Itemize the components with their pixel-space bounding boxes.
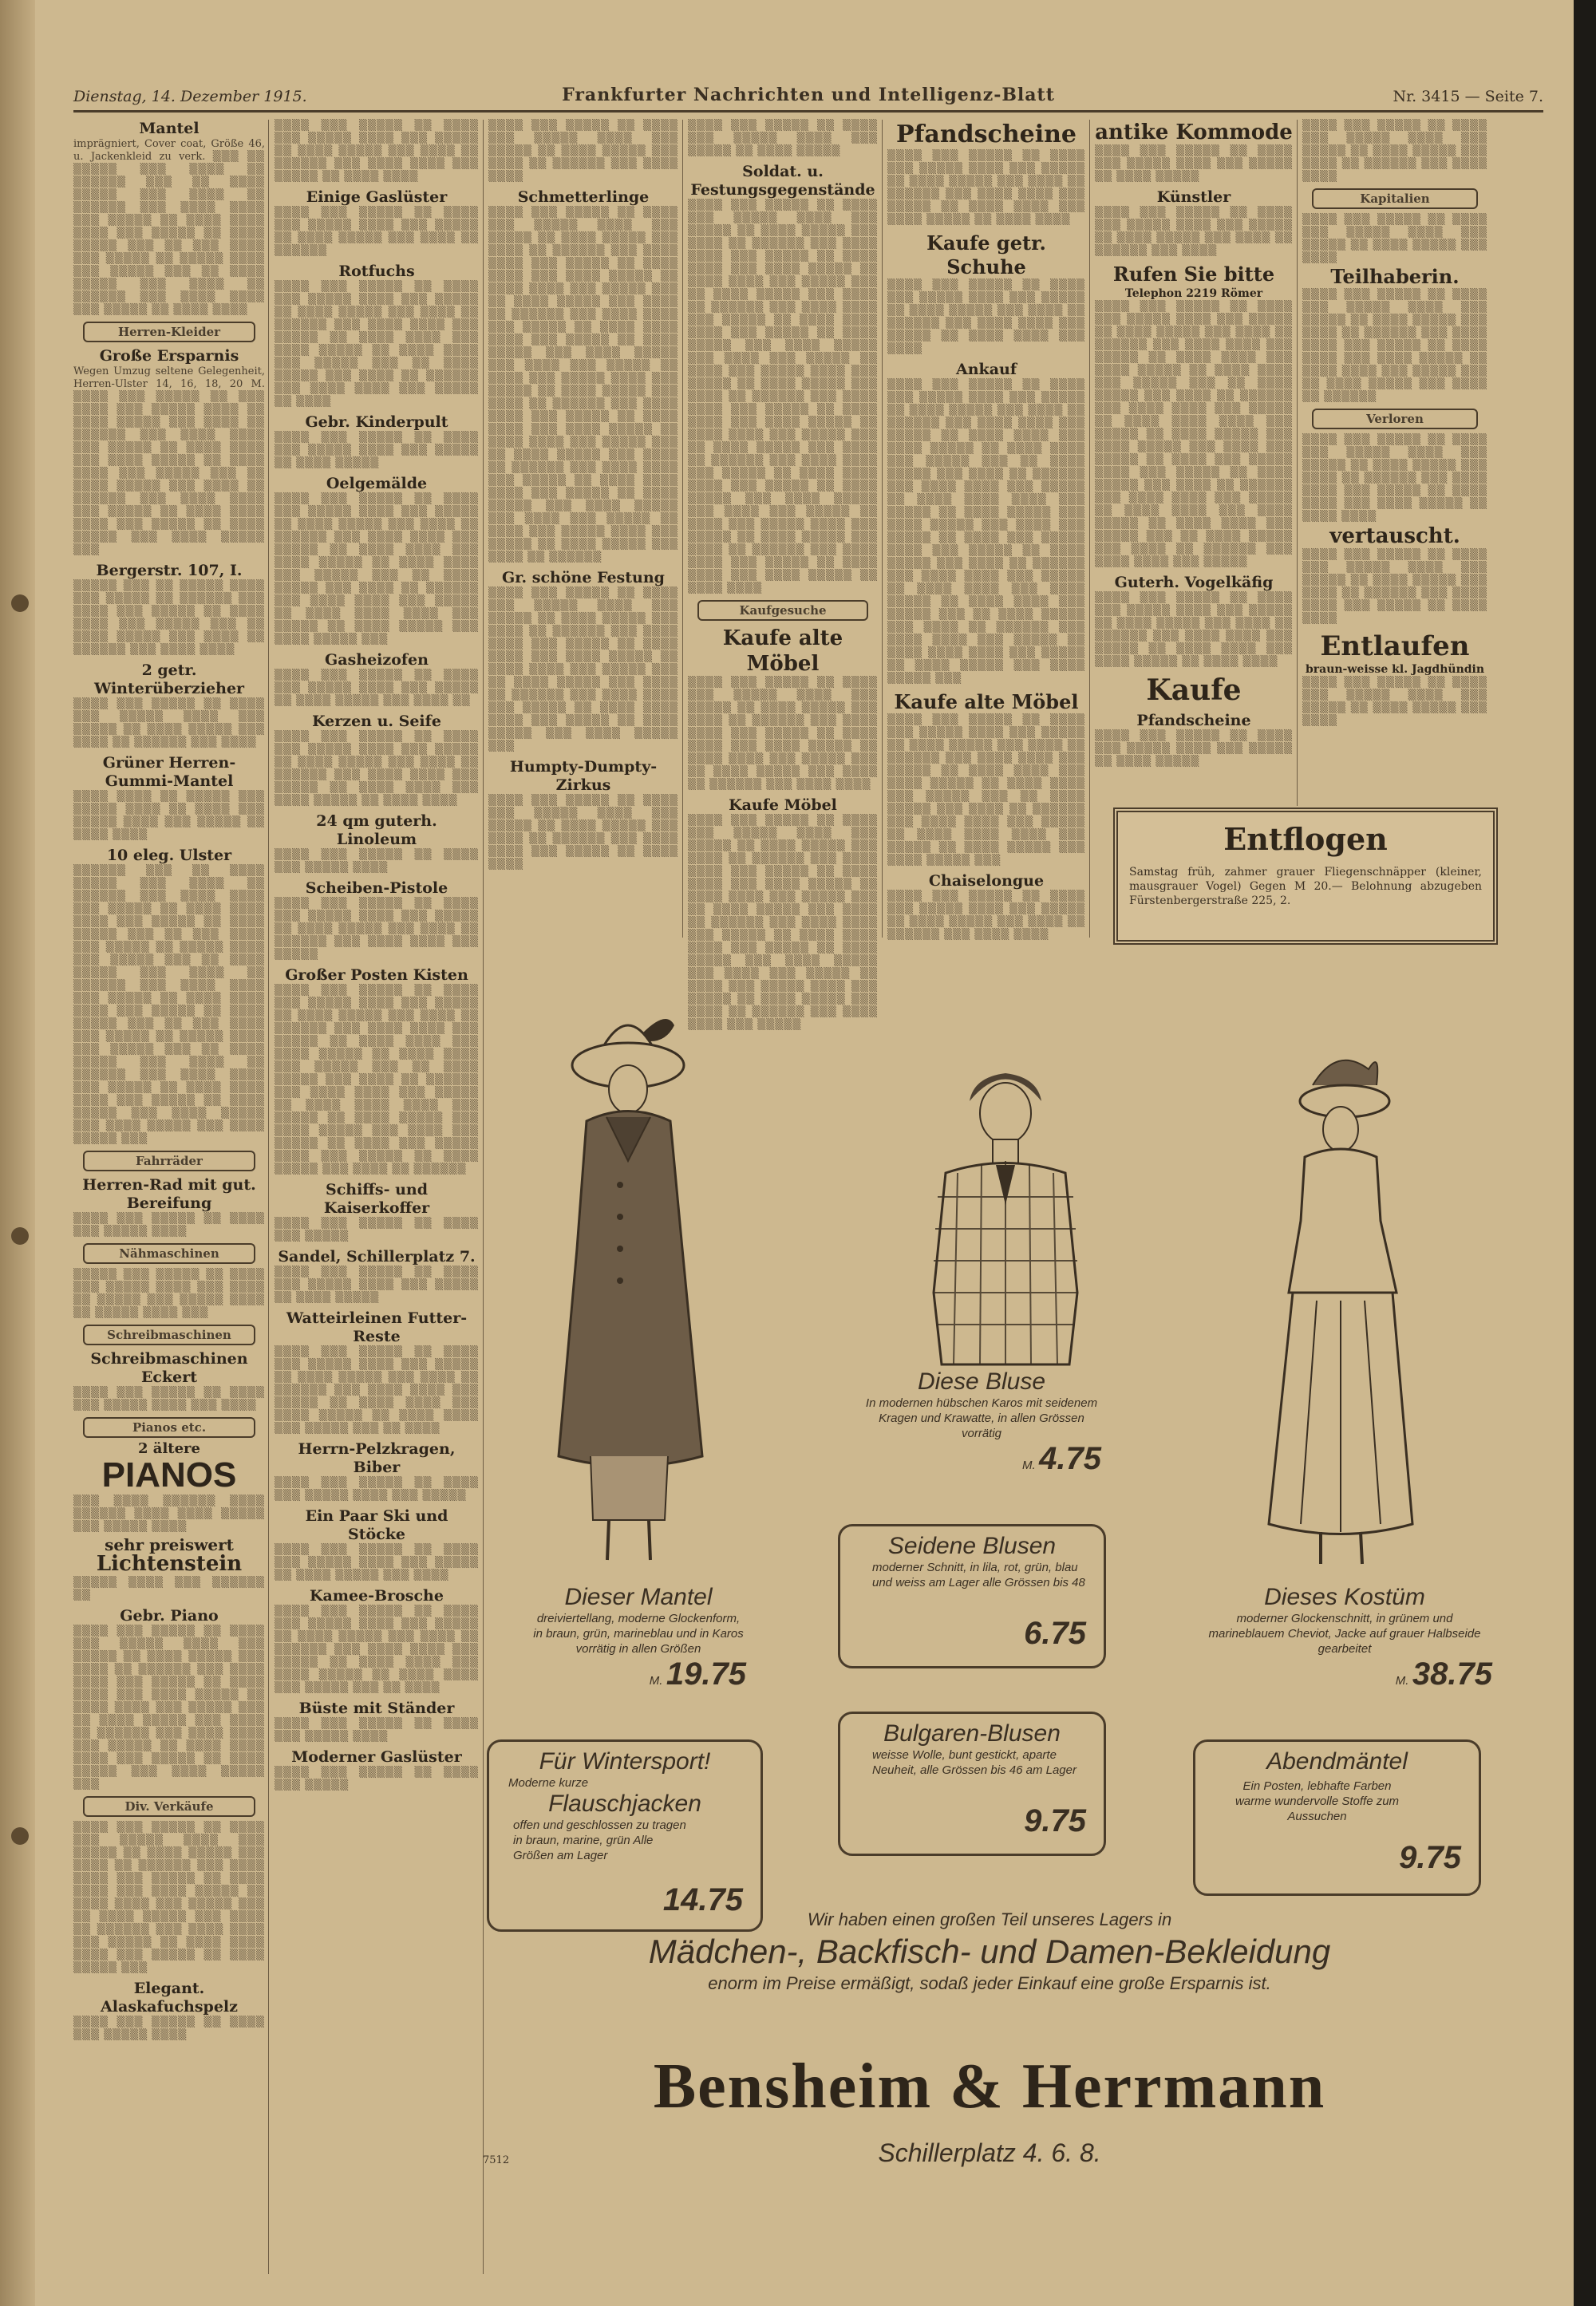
wintersport-item: Flauschjacken — [548, 1791, 701, 1817]
classified-ad: Große Ersparnis Wegen Umzug seltene Gelegenheit, Herren-Ulster 14, 16, 18, 20 M. ▒▒▒▒ ▒▒▒ ▒▒▒▒▒ ▒▒ ▒▒▒ ▒▒▒▒ ▒▒▒ ▒▒▒▒▒ ▒▒▒▒ ▒▒ ▒▒▒▒ ▒▒▒▒▒ ▒▒▒ ▒▒▒▒ ▒▒ ▒▒▒▒▒▒ ▒▒▒ ▒▒▒▒ ▒▒▒▒ ▒▒▒ ▒▒▒▒▒ ▒▒ ▒▒▒▒ ▒▒▒▒ ▒▒▒ ▒▒▒▒ ▒▒▒▒▒ ▒▒ ▒▒▒▒ ▒▒▒▒ ▒▒▒ ▒▒▒▒▒ ▒▒▒ ▒▒ ▒▒▒▒ ▒▒▒▒▒ ▒▒▒ ▒▒▒▒ ▒▒ ▒▒▒▒▒▒ ▒▒▒ ▒▒▒▒ ▒▒▒▒ ▒▒▒ ▒▒▒▒▒ ▒▒ ▒▒▒▒ ▒▒▒▒ ▒▒▒▒ ▒▒▒ ▒▒▒▒▒ ▒▒ ▒▒▒▒ ▒▒▒▒▒ ▒▒▒ ▒▒▒▒ ▒▒▒▒▒ ▒▒▒ — [73, 347, 265, 556]
piano-ad-name: Lichtenstein — [96, 1552, 243, 1576]
classified-ad: Schiffs- und Kaiserkoffer ▒▒▒▒ ▒▒▒ ▒▒▒▒▒ ▒▒ ▒▒▒▒ ▒▒▒ ▒▒▒▒▒ — [275, 1181, 479, 1242]
section-header: Fahrräder — [83, 1151, 255, 1171]
classified-ad: Schmetterlinge ▒▒▒▒ ▒▒▒ ▒▒▒▒▒ ▒▒ ▒▒▒▒ ▒▒▒ ▒▒▒▒▒ ▒▒▒▒ ▒▒▒ ▒▒▒▒▒ ▒▒ ▒▒▒▒ ▒▒▒▒▒ ▒▒▒ ▒▒▒▒ ▒▒ ▒▒▒▒▒▒ ▒▒▒ ▒▒▒▒ ▒▒▒▒ ▒▒▒ ▒▒▒▒▒ ▒▒ ▒▒▒▒ ▒▒▒▒ ▒▒▒ ▒▒▒▒ ▒▒▒▒▒ ▒▒ ▒▒▒▒ ▒▒▒▒ ▒▒▒ ▒▒▒▒▒ ▒▒▒ ▒▒ ▒▒▒▒ ▒▒▒▒▒ ▒▒▒ ▒▒▒▒ ▒▒ ▒▒▒▒▒▒ ▒▒▒ ▒▒▒▒ ▒▒▒▒ ▒▒▒ ▒▒▒▒▒ ▒▒ ▒▒▒▒ ▒▒▒▒ ▒▒▒▒ ▒▒▒ ▒▒▒▒▒ ▒▒ ▒▒▒▒ ▒▒▒▒▒ ▒▒▒ ▒▒▒▒ ▒▒▒▒▒ ▒▒▒ ▒▒▒▒ ▒▒▒ ▒▒▒▒▒ ▒▒ ▒▒▒▒ ▒▒▒ ▒▒▒▒▒ ▒▒▒▒ ▒▒▒ ▒▒▒▒▒ ▒▒ ▒▒▒▒ ▒▒▒▒▒ ▒▒▒ ▒▒▒▒ ▒▒ ▒▒▒▒▒▒ ▒▒▒ ▒▒▒▒ ▒▒▒▒ ▒▒▒ ▒▒▒▒▒ ▒▒ ▒▒▒▒ ▒▒▒▒ ▒▒▒ ▒▒▒▒ ▒▒▒▒▒ ▒▒ ▒▒▒▒ ▒▒▒▒ ▒▒▒ ▒▒▒▒▒ ▒▒▒ ▒▒ ▒▒▒▒ ▒▒▒▒▒ ▒▒▒ ▒▒▒▒ ▒▒ ▒▒▒▒▒▒ ▒▒▒ ▒▒▒▒ ▒▒▒▒ ▒▒▒ ▒▒▒▒▒ ▒▒ ▒▒▒▒ ▒▒▒▒ ▒▒▒▒ ▒▒▒ ▒▒▒▒▒ ▒▒ ▒▒▒▒ ▒▒▒▒▒ ▒▒▒ ▒▒▒▒ ▒▒▒▒▒ ▒▒▒ ▒▒▒▒ ▒▒▒ ▒▒▒▒▒ ▒▒ ▒▒▒▒ ▒▒▒ ▒▒▒▒▒ ▒▒▒▒ ▒▒▒ ▒▒▒▒▒ ▒▒ ▒▒▒▒ ▒▒▒▒▒ ▒▒▒ ▒▒▒▒ ▒▒ ▒▒▒▒▒▒ — [488, 188, 678, 563]
classified-ad: Herren-Rad mit gut. Bereifung ▒▒▒▒ ▒▒▒ ▒▒▒▒▒ ▒▒ ▒▒▒▒ ▒▒▒ ▒▒▒▒▒ ▒▒▒▒ — [73, 1176, 265, 1238]
coat-name: Dieser Mantel — [564, 1584, 713, 1610]
blouse-price: 4.75 — [1039, 1441, 1101, 1476]
section-header: Schreibmaschinen — [83, 1325, 255, 1345]
column-rule — [268, 120, 269, 2274]
classified-column-1 — [73, 120, 265, 2274]
classified-column-4 — [688, 120, 878, 1031]
classified-ad: Einige Gaslüster ▒▒▒▒ ▒▒▒ ▒▒▒▒▒ ▒▒ ▒▒▒▒ ▒▒▒ ▒▒▒▒▒ ▒▒▒▒ ▒▒▒ ▒▒▒▒▒ ▒▒ ▒▒▒▒ ▒▒▒▒▒ ▒▒▒ ▒▒▒▒ ▒▒ ▒▒▒▒▒▒ — [275, 188, 479, 257]
blouse-caption: Diese Bluse In modernen hübschen Karos mit seidenem Kragen und Krawatte, in allen Grössen vorrätig M. 4.75 — [862, 1368, 1101, 1477]
classified-ad: Ein Paar Ski und Stöcke ▒▒▒▒ ▒▒▒ ▒▒▒▒▒ ▒▒ ▒▒▒▒ ▒▒▒ ▒▒▒▒▒ ▒▒▒▒ ▒▒▒ ▒▒▒▒▒ ▒▒ ▒▒▒▒ ▒▒▒▒▒ ▒▒▒ ▒▒▒▒ — [275, 1507, 479, 1581]
wintersport-price: 14.75 — [662, 1882, 743, 1917]
column-rule — [682, 120, 683, 938]
classified-ad: ▒▒▒▒ ▒▒▒ ▒▒▒▒▒ ▒▒ ▒▒▒▒ ▒▒▒ ▒▒▒▒▒ ▒▒▒▒ ▒▒▒ ▒▒▒▒▒ ▒▒ ▒▒▒▒ ▒▒▒▒▒ ▒▒▒ ▒▒▒▒ ▒▒ ▒▒▒▒▒▒ ▒▒▒ ▒▒▒▒ ▒▒▒▒ ▒▒▒ ▒▒▒▒▒ ▒▒ ▒▒▒▒ ▒▒▒▒ ▒▒▒ ▒▒▒▒ ▒▒▒▒▒ ▒▒ ▒▒▒▒ ▒▒▒▒ ▒▒▒ ▒▒▒▒▒ ▒▒▒ ▒▒ ▒▒▒▒ ▒▒▒▒▒ ▒▒▒ ▒▒▒▒ ▒▒ ▒▒▒▒▒▒ ▒▒▒ ▒▒▒▒ ▒▒▒▒ ▒▒▒ ▒▒▒▒▒ ▒▒ ▒▒▒▒ ▒▒▒▒ ▒▒▒▒ ▒▒▒ ▒▒▒▒▒ ▒▒ ▒▒▒▒ ▒▒▒▒▒ ▒▒▒ — [73, 1822, 265, 1974]
lost-bird-title: Entflogen — [1223, 821, 1388, 857]
classified-ad: ▒▒▒ ▒▒▒▒ ▒▒▒▒▒▒ ▒▒▒▒ ▒▒▒▒▒▒ ▒▒▒▒ ▒▒▒▒ ▒▒▒▒▒ ▒▒▒ ▒▒▒▒▒ ▒▒▒▒ — [73, 1495, 265, 1533]
lost-bird-text: Samstag früh, zahmer grauer Fliegenschnäpper (kleiner, mausgrauer Vogel) Gegen M 20.— Belohnung abzugeben Fürstenbergerstraße 225, 2. — [1129, 866, 1482, 907]
classified-ad: ▒▒▒▒▒ ▒▒▒ ▒▒▒▒▒ ▒▒ ▒▒▒▒ ▒▒▒ ▒▒▒▒▒ ▒▒▒▒ ▒▒▒ ▒▒▒▒ ▒▒ ▒▒▒▒▒ ▒▒▒ ▒▒▒▒▒ ▒▒▒▒ ▒▒ ▒▒▒▒▒ ▒▒▒▒ ▒▒▒ — [73, 1269, 265, 1319]
classified-ad: antike Kommode ▒▒▒▒ ▒▒▒ ▒▒▒▒▒ ▒▒ ▒▒▒▒ ▒▒▒ ▒▒▒▒▒ ▒▒▒▒ ▒▒▒ ▒▒▒▒▒ ▒▒ ▒▒▒▒ ▒▒▒▒▒ — [1095, 120, 1293, 183]
coat-illustration — [531, 1009, 730, 1576]
advert-sub: enorm im Preise ermäßigt, sodaß jeder Einkauf eine große Ersparnis ist. — [708, 1973, 1271, 1993]
section-header: Kaufgesuche — [697, 600, 868, 621]
coat-caption: Dieser Mantel dreiviertellang, moderne Glockenform, in braun, grün, marineblau und in Karos vorrätig in allen Größen M. 19.75 — [531, 1584, 746, 1692]
classified-ad: Sandel, Schillerplatz 7. ▒▒▒▒ ▒▒▒ ▒▒▒▒▒ ▒▒ ▒▒▒▒ ▒▒▒ ▒▒▒▒▒ ▒▒▒▒ ▒▒▒ ▒▒▒▒▒ ▒▒ ▒▒▒▒ ▒▒▒▒▒ — [275, 1248, 479, 1304]
classified-column-5 — [887, 120, 1085, 941]
classified-ad: 24 qm guterh. Linoleum ▒▒▒▒ ▒▒▒ ▒▒▒▒▒ ▒▒ ▒▒▒▒ ▒▒▒ ▒▒▒▒▒ ▒▒▒▒ — [275, 812, 479, 874]
company-address: Schillerplatz 4. 6. 8. — [878, 2138, 1101, 2167]
classified-ad: Humpty-Dumpty-Zirkus ▒▒▒▒ ▒▒▒ ▒▒▒▒▒ ▒▒ ▒▒▒▒ ▒▒▒ ▒▒▒▒▒ ▒▒▒▒ ▒▒▒ ▒▒▒▒▒ ▒▒ ▒▒▒▒ ▒▒▒▒▒ ▒▒▒ ▒▒▒▒ ▒▒ ▒▒▒▒▒▒ ▒▒▒ ▒▒▒▒ ▒▒▒▒ ▒▒▒ ▒▒▒▒▒ ▒▒ ▒▒▒▒ ▒▒▒▒ — [488, 758, 678, 871]
piano-ad-mid: sehr preiswert — [105, 1535, 234, 1554]
silk-blouse-description: moderner Schnitt, in lila, rot, grün, blau und weiss am Lager alle Grössen bis 48 — [872, 1561, 1085, 1589]
classified-ad: Bergerstr. 107, I. ▒▒▒▒▒ ▒▒▒ ▒▒ ▒▒▒▒▒ ▒▒▒▒ ▒▒▒ ▒▒▒▒▒ ▒▒ ▒▒▒▒▒▒ ▒▒▒ ▒▒▒▒ ▒▒▒ ▒▒▒▒▒ ▒▒ ▒▒▒▒ ▒▒▒▒ ▒▒▒ ▒▒▒▒▒ ▒▒▒ ▒▒ ▒▒▒▒ ▒▒▒▒▒ ▒▒▒ ▒▒▒▒ ▒▒ ▒▒▒▒▒▒ ▒▒▒ ▒▒▒▒ ▒▒▒▒ — [73, 562, 265, 656]
classified-ad: Gebr. Piano ▒▒▒▒ ▒▒▒ ▒▒▒▒▒ ▒▒ ▒▒▒▒ ▒▒▒ ▒▒▒▒▒ ▒▒▒▒ ▒▒▒ ▒▒▒▒▒ ▒▒ ▒▒▒▒ ▒▒▒▒▒ ▒▒▒ ▒▒▒▒ ▒▒ ▒▒▒▒▒▒ ▒▒▒ ▒▒▒▒ ▒▒▒▒ ▒▒▒ ▒▒▒▒▒ ▒▒ ▒▒▒▒ ▒▒▒▒ ▒▒▒ ▒▒▒▒ ▒▒▒▒▒ ▒▒ ▒▒▒▒ ▒▒▒▒ ▒▒▒ ▒▒▒▒▒ ▒▒▒ ▒▒ ▒▒▒▒ ▒▒▒▒▒ ▒▒▒ ▒▒▒▒ ▒▒ ▒▒▒▒▒▒ ▒▒▒ ▒▒▒▒ ▒▒▒▒ ▒▒▒ ▒▒▒▒▒ ▒▒ ▒▒▒▒ ▒▒▒▒ ▒▒▒▒ ▒▒▒ ▒▒▒▒▒ ▒▒ ▒▒▒▒ ▒▒▒▒▒ ▒▒▒ ▒▒▒▒ ▒▒▒▒▒ ▒▒▒ — [73, 1607, 265, 1791]
header-title: Frankfurter Nachrichten und Intelligenz-Blatt — [562, 85, 1055, 105]
advert-intro: Wir haben einen großen Teil unseres Lagers in — [807, 1909, 1172, 1929]
bulgarian-blouse-description: weisse Wolle, bunt gestickt, aparte Neuheit, alle Grössen bis 46 am Lager — [872, 1748, 1077, 1777]
classified-ad: Künstler ▒▒▒▒ ▒▒▒ ▒▒▒▒▒ ▒▒ ▒▒▒▒ ▒▒▒ ▒▒▒▒▒ ▒▒▒▒ ▒▒▒ ▒▒▒▒▒ ▒▒ ▒▒▒▒ ▒▒▒▒▒ ▒▒▒ ▒▒▒▒ ▒▒ ▒▒▒▒▒▒ ▒▒▒ ▒▒▒▒ — [1095, 188, 1293, 257]
classified-ad: Oelgemälde ▒▒▒▒ ▒▒▒ ▒▒▒▒▒ ▒▒ ▒▒▒▒ ▒▒▒ ▒▒▒▒▒ ▒▒▒▒ ▒▒▒ ▒▒▒▒▒ ▒▒ ▒▒▒▒ ▒▒▒▒▒ ▒▒▒ ▒▒▒▒ ▒▒ ▒▒▒▒▒▒ ▒▒▒ ▒▒▒▒ ▒▒▒▒ ▒▒▒ ▒▒▒▒▒ ▒▒ ▒▒▒▒ ▒▒▒▒ ▒▒▒ ▒▒▒▒ ▒▒▒▒▒ ▒▒ ▒▒▒▒ ▒▒▒▒ ▒▒▒ ▒▒▒▒▒ ▒▒▒ ▒▒ ▒▒▒▒ ▒▒▒▒▒ ▒▒▒ ▒▒▒▒ ▒▒ ▒▒▒▒▒▒ ▒▒▒ ▒▒▒▒ ▒▒▒▒ ▒▒▒ ▒▒▒▒▒ ▒▒ ▒▒▒▒ ▒▒▒▒ ▒▒▒▒ ▒▒▒ ▒▒▒▒▒ ▒▒ ▒▒▒▒ ▒▒▒▒▒ ▒▒▒ ▒▒▒▒ ▒▒▒▒▒ ▒▒▒ — [275, 475, 479, 646]
classified-ad: Ankauf ▒▒▒▒ ▒▒▒ ▒▒▒▒▒ ▒▒ ▒▒▒▒ ▒▒▒ ▒▒▒▒▒ ▒▒▒▒ ▒▒▒ ▒▒▒▒▒ ▒▒ ▒▒▒▒ ▒▒▒▒▒ ▒▒▒ ▒▒▒▒ ▒▒ ▒▒▒▒▒▒ ▒▒▒ ▒▒▒▒ ▒▒▒▒ ▒▒▒ ▒▒▒▒▒ ▒▒ ▒▒▒▒ ▒▒▒▒ ▒▒▒ ▒▒▒▒ ▒▒▒▒▒ ▒▒ ▒▒▒▒ ▒▒▒▒ ▒▒▒ ▒▒▒▒▒ ▒▒▒ ▒▒ ▒▒▒▒ ▒▒▒▒▒ ▒▒▒ ▒▒▒▒ ▒▒ ▒▒▒▒▒▒ ▒▒▒ ▒▒▒▒ ▒▒▒▒ ▒▒▒ ▒▒▒▒▒ ▒▒ ▒▒▒▒ ▒▒▒▒ ▒▒▒▒ ▒▒▒ ▒▒▒▒▒ ▒▒ ▒▒▒▒ ▒▒▒▒▒ ▒▒▒ ▒▒▒▒ ▒▒▒▒▒ ▒▒▒ ▒▒▒▒ ▒▒▒ ▒▒▒▒▒ ▒▒ ▒▒▒▒ ▒▒▒ ▒▒▒▒▒ ▒▒▒▒ ▒▒▒ ▒▒▒▒▒ ▒▒ ▒▒▒▒ ▒▒▒▒▒ ▒▒▒ ▒▒▒▒ ▒▒ ▒▒▒▒▒▒ ▒▒▒ ▒▒▒▒ ▒▒▒▒ ▒▒▒ ▒▒▒▒▒ ▒▒ ▒▒▒▒ ▒▒▒▒ ▒▒▒ ▒▒▒▒ ▒▒▒▒▒ ▒▒ ▒▒▒▒ ▒▒▒▒ ▒▒▒ ▒▒▒▒▒ ▒▒▒ ▒▒ ▒▒▒▒ ▒▒▒▒▒ ▒▒▒ ▒▒▒▒ ▒▒ ▒▒▒▒▒▒ ▒▒▒ ▒▒▒▒ ▒▒▒▒ ▒▒▒ ▒▒▒▒▒ ▒▒ ▒▒▒▒ ▒▒▒▒ ▒▒▒▒ ▒▒▒ ▒▒▒▒▒ ▒▒ ▒▒▒▒ ▒▒▒▒▒ ▒▒▒ ▒▒▒▒ ▒▒▒▒▒ ▒▒▒ — [887, 361, 1085, 685]
binding-hole — [11, 1827, 29, 1845]
classified-ad: Watteirleinen Futter-Reste ▒▒▒▒ ▒▒▒ ▒▒▒▒▒ ▒▒ ▒▒▒▒ ▒▒▒ ▒▒▒▒▒ ▒▒▒▒ ▒▒▒ ▒▒▒▒▒ ▒▒ ▒▒▒▒ ▒▒▒▒▒ ▒▒▒ ▒▒▒▒ ▒▒ ▒▒▒▒▒▒ ▒▒▒ ▒▒▒▒ ▒▒▒▒ ▒▒▒ ▒▒▒▒▒ ▒▒ ▒▒▒▒ ▒▒▒▒ ▒▒▒ ▒▒▒▒ ▒▒▒▒▒ ▒▒ ▒▒▒▒ ▒▒▒▒ ▒▒▒ ▒▒▒▒▒ ▒▒▒ ▒▒ ▒▒▒▒ — [275, 1309, 479, 1435]
column-rule — [483, 120, 484, 2274]
classified-ad: Gr. schöne Festung ▒▒▒▒ ▒▒▒ ▒▒▒▒▒ ▒▒ ▒▒▒▒ ▒▒▒ ▒▒▒▒▒ ▒▒▒▒ ▒▒▒ ▒▒▒▒▒ ▒▒ ▒▒▒▒ ▒▒▒▒▒ ▒▒▒ ▒▒▒▒ ▒▒ ▒▒▒▒▒▒ ▒▒▒ ▒▒▒▒ ▒▒▒▒ ▒▒▒ ▒▒▒▒▒ ▒▒ ▒▒▒▒ ▒▒▒▒ ▒▒▒ ▒▒▒▒ ▒▒▒▒▒ ▒▒ ▒▒▒▒ ▒▒▒▒ ▒▒▒ ▒▒▒▒▒ ▒▒▒ ▒▒ ▒▒▒▒ ▒▒▒▒▒ ▒▒▒ ▒▒▒▒ ▒▒ ▒▒▒▒▒▒ ▒▒▒ ▒▒▒▒ ▒▒▒▒ ▒▒▒ ▒▒▒▒▒ ▒▒ ▒▒▒▒ ▒▒▒▒ ▒▒▒▒ ▒▒▒ ▒▒▒▒▒ ▒▒ ▒▒▒▒ ▒▒▒▒▒ ▒▒▒ ▒▒▒▒ ▒▒▒▒▒ ▒▒▒ — [488, 569, 678, 752]
classified-ad: Chaiselongue ▒▒▒▒ ▒▒▒ ▒▒▒▒▒ ▒▒ ▒▒▒▒ ▒▒▒ ▒▒▒▒▒ ▒▒▒▒ ▒▒▒ ▒▒▒▒▒ ▒▒ ▒▒▒▒ ▒▒▒▒▒ ▒▒▒ ▒▒▒▒ ▒▒ ▒▒▒▒▒▒ ▒▒▒ ▒▒▒▒ ▒▒▒▒ — [887, 872, 1085, 941]
silk-blouse-price: 6.75 — [1024, 1616, 1086, 1651]
classified-ad: 10 eleg. Ulster ▒▒▒▒▒▒ ▒▒▒ ▒▒ ▒▒▒▒ ▒▒▒▒▒ ▒▒▒ ▒▒▒▒ ▒▒ ▒▒▒▒▒▒ ▒▒▒ ▒▒▒▒ ▒▒▒▒ ▒▒▒ ▒▒▒▒▒ ▒▒ ▒▒▒▒ ▒▒▒▒ ▒▒▒▒ ▒▒▒ ▒▒▒▒▒ ▒▒ ▒▒▒▒ ▒▒▒▒▒ ▒▒▒ ▒▒ ▒▒▒ ▒▒▒▒ ▒▒▒ ▒▒▒▒▒ ▒▒ ▒▒▒▒▒ ▒▒▒▒ ▒▒▒ ▒▒▒▒▒ ▒▒▒ ▒▒ ▒▒▒▒ ▒▒▒▒▒ ▒▒▒ ▒▒▒▒ ▒▒ ▒▒▒▒▒▒ ▒▒▒ ▒▒▒▒ ▒▒▒▒ ▒▒▒ ▒▒▒▒▒ ▒▒ ▒▒▒▒ ▒▒▒▒ ▒▒▒▒ ▒▒▒ ▒▒▒▒▒ ▒▒ ▒▒▒▒ ▒▒▒▒▒ ▒▒▒ ▒▒ ▒▒▒ ▒▒▒▒ ▒▒▒ ▒▒▒▒▒ ▒▒ ▒▒▒▒▒ ▒▒▒▒ ▒▒▒ ▒▒▒▒▒ ▒▒▒ ▒▒ ▒▒▒▒ ▒▒▒▒▒ ▒▒▒ ▒▒▒▒ ▒▒ ▒▒▒▒▒▒ ▒▒▒ ▒▒▒▒ ▒▒▒▒ ▒▒▒ ▒▒▒▒▒ ▒▒ ▒▒▒▒ ▒▒▒▒ ▒▒▒▒ ▒▒▒ ▒▒▒▒▒ ▒▒ ▒▒▒▒ ▒▒▒▒▒ ▒▒▒ ▒▒▒▒ ▒▒▒▒▒ ▒▒▒ ▒▒▒▒ ▒▒▒▒▒ ▒▒▒ ▒▒▒▒ ▒▒▒▒▒ ▒▒▒ — [73, 847, 265, 1145]
binding-edge — [0, 0, 35, 2306]
suit-caption: Dieses Kostüm moderner Glockenschnitt, in grünem und marineblauem Cheviot, Jacke auf grauer Halbseide gearbeitet M. 38.75 — [1197, 1584, 1492, 1692]
wintersport-description: offen und geschlossen zu tragen in braun, marine, grün Alle Größen am Lager — [513, 1818, 686, 1862]
page-header — [73, 83, 1543, 113]
section-header: Kapitalien — [1312, 188, 1478, 209]
silk-blouse-offer — [838, 1524, 1106, 1668]
column-rule — [1089, 120, 1090, 938]
classified-ad: Büste mit Ständer ▒▒▒▒ ▒▒▒ ▒▒▒▒▒ ▒▒ ▒▒▒▒ ▒▒▒ ▒▒▒▒▒ ▒▒▒▒ — [275, 1700, 479, 1743]
blouse-illustration — [910, 1053, 1101, 1372]
suit-name: Dieses Kostüm — [1264, 1584, 1425, 1610]
header-date: Dienstag, 14. Dezember 1915. — [73, 88, 307, 105]
classified-column-3 — [488, 120, 678, 934]
suit-illustration — [1241, 1053, 1448, 1580]
classified-ad: Pfandscheine ▒▒▒▒ ▒▒▒ ▒▒▒▒▒ ▒▒ ▒▒▒▒ ▒▒▒ ▒▒▒▒▒ ▒▒▒▒ ▒▒▒ ▒▒▒▒▒ ▒▒ ▒▒▒▒ ▒▒▒▒▒ — [1095, 712, 1293, 768]
classified-ad: Kaufe alte Möbel ▒▒▒▒ ▒▒▒ ▒▒▒▒▒ ▒▒ ▒▒▒▒ ▒▒▒ ▒▒▒▒▒ ▒▒▒▒ ▒▒▒ ▒▒▒▒▒ ▒▒ ▒▒▒▒ ▒▒▒▒▒ ▒▒▒ ▒▒▒▒ ▒▒ ▒▒▒▒▒▒ ▒▒▒ ▒▒▒▒ ▒▒▒▒ ▒▒▒ ▒▒▒▒▒ ▒▒ ▒▒▒▒ ▒▒▒▒ ▒▒▒ ▒▒▒▒ ▒▒▒▒▒ ▒▒ ▒▒▒▒ ▒▒▒▒ ▒▒▒ ▒▒▒▒▒ ▒▒▒ ▒▒ ▒▒▒▒ ▒▒▒▒▒ ▒▒▒ ▒▒▒▒ ▒▒ ▒▒▒▒▒▒ ▒▒▒ ▒▒▒▒ ▒▒▒▒ — [688, 626, 878, 791]
binding-hole — [11, 1227, 29, 1245]
classified-ad: Elegant. Alaskafuchspelz ▒▒▒▒ ▒▒▒ ▒▒▒▒▒ ▒▒ ▒▒▒▒ ▒▒▒ ▒▒▒▒▒ ▒▒▒▒ — [73, 1980, 265, 2041]
classified-ad: Kamee-Brosche ▒▒▒▒ ▒▒▒ ▒▒▒▒▒ ▒▒ ▒▒▒▒ ▒▒▒ ▒▒▒▒▒ ▒▒▒▒ ▒▒▒ ▒▒▒▒▒ ▒▒ ▒▒▒▒ ▒▒▒▒▒ ▒▒▒ ▒▒▒▒ ▒▒ ▒▒▒▒▒▒ ▒▒▒ ▒▒▒▒ ▒▒▒▒ ▒▒▒ ▒▒▒▒▒ ▒▒ ▒▒▒▒ ▒▒▒▒ ▒▒▒ ▒▒▒▒ ▒▒▒▒▒ ▒▒ ▒▒▒▒ ▒▒▒▒ ▒▒▒ ▒▒▒▒▒ ▒▒▒ ▒▒ ▒▒▒▒ — [275, 1587, 479, 1694]
classified-ad: Mantel imprägniert, Cover coat, Größe 46, u. Jackenkleid zu verk. ▒▒▒ ▒▒ ▒▒▒▒▒ ▒▒▒ ▒▒▒▒ ▒▒ ▒▒▒▒▒▒ ▒▒▒ ▒▒ ▒▒▒▒ ▒▒▒▒▒ ▒▒▒ ▒▒▒▒ ▒▒ ▒▒▒▒▒▒ ▒▒▒ ▒▒▒▒ ▒▒▒▒ ▒▒▒ ▒▒▒▒▒ ▒▒ ▒▒▒▒ ▒▒▒▒ ▒▒▒▒ ▒▒▒ ▒▒▒▒▒ ▒▒ ▒▒▒▒ ▒▒▒▒▒ ▒▒▒ ▒▒ ▒▒▒ ▒▒▒▒ ▒▒▒ ▒▒▒▒▒ ▒▒ ▒▒▒▒▒ ▒▒▒▒ ▒▒▒ ▒▒▒▒▒ ▒▒▒ ▒▒ ▒▒▒▒ ▒▒▒▒▒ ▒▒▒ ▒▒▒▒ ▒▒ ▒▒▒▒▒▒ ▒▒▒ ▒▒▒▒ ▒▒▒▒ ▒▒▒ ▒▒▒▒▒ ▒▒ ▒▒▒▒ ▒▒▒▒ — [73, 120, 265, 316]
classified-ad: Kerzen u. Seife ▒▒▒▒ ▒▒▒ ▒▒▒▒▒ ▒▒ ▒▒▒▒ ▒▒▒ ▒▒▒▒▒ ▒▒▒▒ ▒▒▒ ▒▒▒▒▒ ▒▒ ▒▒▒▒ ▒▒▒▒▒ ▒▒▒ ▒▒▒▒ ▒▒ ▒▒▒▒▒▒ ▒▒▒ ▒▒▒▒ ▒▒▒▒ ▒▒▒ ▒▒▒▒▒ ▒▒ ▒▒▒▒ ▒▒▒▒ ▒▒▒ ▒▒▒▒ ▒▒▒▒▒ ▒▒ ▒▒▒▒ ▒▒▒▒ — [275, 713, 479, 807]
classified-ad: ▒▒▒▒ ▒▒▒ ▒▒▒▒▒ ▒▒ ▒▒▒▒ ▒▒▒ ▒▒▒▒▒ ▒▒▒▒ ▒▒▒ ▒▒▒▒▒ ▒▒ ▒▒▒▒ ▒▒▒▒▒ — [688, 120, 878, 157]
classified-ad: Rotfuchs ▒▒▒▒ ▒▒▒ ▒▒▒▒▒ ▒▒ ▒▒▒▒ ▒▒▒ ▒▒▒▒▒ ▒▒▒▒ ▒▒▒ ▒▒▒▒▒ ▒▒ ▒▒▒▒ ▒▒▒▒▒ ▒▒▒ ▒▒▒▒ ▒▒ ▒▒▒▒▒▒ ▒▒▒ ▒▒▒▒ ▒▒▒▒ ▒▒▒ ▒▒▒▒▒ ▒▒ ▒▒▒▒ ▒▒▒▒ ▒▒▒ ▒▒▒▒ ▒▒▒▒▒ ▒▒ ▒▒▒▒ ▒▒▒▒ ▒▒▒ ▒▒▒▒▒ ▒▒▒ ▒▒ ▒▒▒▒ ▒▒▒▒▒ ▒▒▒ ▒▒▒▒ ▒▒ ▒▒▒▒▒▒ ▒▒▒ ▒▒▒▒ ▒▒▒▒ ▒▒▒ ▒▒▒▒▒ ▒▒ ▒▒▒▒ — [275, 263, 479, 408]
classified-ad: Soldat. u. Festungsgegenstände ▒▒▒▒ ▒▒▒ ▒▒▒▒▒ ▒▒ ▒▒▒▒ ▒▒▒ ▒▒▒▒▒ ▒▒▒▒ ▒▒▒ ▒▒▒▒▒ ▒▒ ▒▒▒▒ ▒▒▒▒▒ ▒▒▒ ▒▒▒▒ ▒▒ ▒▒▒▒▒▒ ▒▒▒ ▒▒▒▒ ▒▒▒▒ ▒▒▒ ▒▒▒▒▒ ▒▒ ▒▒▒▒ ▒▒▒▒ ▒▒▒ ▒▒▒▒ ▒▒▒▒▒ ▒▒ ▒▒▒▒ ▒▒▒▒ ▒▒▒ ▒▒▒▒▒ ▒▒▒ ▒▒ ▒▒▒▒ ▒▒▒▒▒ ▒▒▒ ▒▒▒▒ ▒▒ ▒▒▒▒▒▒ ▒▒▒ ▒▒▒▒ ▒▒▒▒ ▒▒▒ ▒▒▒▒▒ ▒▒ ▒▒▒▒ ▒▒▒▒ ▒▒▒▒ ▒▒▒ ▒▒▒▒▒ ▒▒ ▒▒▒▒ ▒▒▒▒▒ ▒▒▒ ▒▒▒▒ ▒▒▒▒▒ ▒▒▒ ▒▒▒▒ ▒▒▒ ▒▒▒▒▒ ▒▒ ▒▒▒▒ ▒▒▒ ▒▒▒▒▒ ▒▒▒▒ ▒▒▒ ▒▒▒▒▒ ▒▒ ▒▒▒▒ ▒▒▒▒▒ ▒▒▒ ▒▒▒▒ ▒▒ ▒▒▒▒▒▒ ▒▒▒ ▒▒▒▒ ▒▒▒▒ ▒▒▒ ▒▒▒▒▒ ▒▒ ▒▒▒▒ ▒▒▒▒ ▒▒▒ ▒▒▒▒ ▒▒▒▒▒ ▒▒ ▒▒▒▒ ▒▒▒▒ ▒▒▒ ▒▒▒▒▒ ▒▒▒ ▒▒ ▒▒▒▒ ▒▒▒▒▒ ▒▒▒ ▒▒▒▒ ▒▒ ▒▒▒▒▒▒ ▒▒▒ ▒▒▒▒ ▒▒▒▒ ▒▒▒ ▒▒▒▒▒ ▒▒ ▒▒▒▒ ▒▒▒▒ ▒▒▒▒ ▒▒▒ ▒▒▒▒▒ ▒▒ ▒▒▒▒ ▒▒▒▒▒ ▒▒▒ ▒▒▒▒ ▒▒▒▒▒ ▒▒▒ ▒▒▒▒ ▒▒▒ ▒▒▒▒▒ ▒▒ ▒▒▒▒ ▒▒▒ ▒▒▒▒▒ ▒▒▒▒ ▒▒▒ ▒▒▒▒▒ ▒▒ ▒▒▒▒ ▒▒▒▒▒ ▒▒▒ ▒▒▒▒ ▒▒ ▒▒▒▒▒▒ ▒▒▒ ▒▒▒▒ ▒▒▒▒ ▒▒▒ ▒▒▒▒▒ ▒▒ ▒▒▒▒ ▒▒▒▒ ▒▒▒ ▒▒▒▒ ▒▒▒▒▒ ▒▒ ▒▒▒▒ ▒▒▒▒ — [688, 163, 878, 594]
section-header: Herren-Kleider — [83, 322, 255, 342]
wintersport-offer — [487, 1739, 763, 1932]
blouse-name: Diese Bluse — [917, 1368, 1046, 1395]
blouse-description: In modernen hübschen Karos mit seidenem Kragen und Krawatte, in allen Grössen vorrätig — [865, 1396, 1098, 1440]
classified-ad: Herrn-Pelzkragen, Biber ▒▒▒▒ ▒▒▒ ▒▒▒▒▒ ▒▒ ▒▒▒▒ ▒▒▒ ▒▒▒▒▒ ▒▒▒▒ ▒▒▒ ▒▒▒▒▒ — [275, 1440, 479, 1502]
bulgarian-blouse-name: Bulgaren-Blusen — [883, 1720, 1061, 1747]
classified-ad: Kaufe getr. Schuhe ▒▒▒▒ ▒▒▒ ▒▒▒▒▒ ▒▒ ▒▒▒▒ ▒▒▒ ▒▒▒▒▒ ▒▒▒▒ ▒▒▒ ▒▒▒▒▒ ▒▒ ▒▒▒▒ ▒▒▒▒▒ ▒▒▒ ▒▒▒▒ ▒▒ ▒▒▒▒▒▒ ▒▒▒ ▒▒▒▒ ▒▒▒▒ ▒▒▒ ▒▒▒▒▒ ▒▒ ▒▒▒▒ ▒▒▒▒ ▒▒▒ ▒▒▒▒ — [887, 231, 1085, 355]
section-header: Nähmaschinen — [83, 1243, 255, 1264]
binding-hole — [11, 594, 29, 612]
classified-ad: ▒▒▒▒ ▒▒▒ ▒▒▒▒▒ ▒▒ ▒▒▒▒ ▒▒▒ ▒▒▒▒▒ ▒▒▒▒ ▒▒▒ ▒▒▒▒▒ ▒▒ ▒▒▒▒ ▒▒▒▒▒ ▒▒▒ ▒▒▒▒ ▒▒ ▒▒▒▒▒▒ ▒▒▒ ▒▒▒▒ ▒▒▒▒ — [488, 120, 678, 183]
classified-ad: Pfandscheine ▒▒▒▒ ▒▒▒ ▒▒▒▒▒ ▒▒ ▒▒▒▒ ▒▒▒ ▒▒▒▒▒ ▒▒▒▒ ▒▒▒ ▒▒▒▒▒ ▒▒ ▒▒▒▒ ▒▒▒▒▒ ▒▒▒ ▒▒▒▒ ▒▒ ▒▒▒▒▒▒ ▒▒▒ ▒▒▒▒ ▒▒▒▒ ▒▒▒ ▒▒▒▒▒ ▒▒ ▒▒▒▒ ▒▒▒▒ ▒▒▒ ▒▒▒▒ ▒▒▒▒▒ ▒▒ ▒▒▒▒ ▒▒▒▒ — [887, 120, 1085, 226]
classified-ad: Entlaufen braun-weisse kl. Jagdhündin ▒▒▒▒ ▒▒▒ ▒▒▒▒▒ ▒▒ ▒▒▒▒ ▒▒▒ ▒▒▒▒▒ ▒▒▒▒ ▒▒▒ ▒▒▒▒▒ ▒▒ ▒▒▒▒ ▒▒▒▒▒ ▒▒▒ ▒▒▒▒ — [1302, 630, 1487, 727]
bulgarian-blouse-price: 9.75 — [1024, 1803, 1086, 1838]
wintersport-name: Für Wintersport! — [539, 1748, 711, 1775]
header-page-number: Nr. 3415 — Seite 7. — [1393, 88, 1543, 105]
advert-headline: Mädchen-, Backfisch- und Damen-Bekleidung — [648, 1933, 1331, 1970]
classified-ad: Großer Posten Kisten ▒▒▒▒ ▒▒▒ ▒▒▒▒▒ ▒▒ ▒▒▒▒ ▒▒▒ ▒▒▒▒▒ ▒▒▒▒ ▒▒▒ ▒▒▒▒▒ ▒▒ ▒▒▒▒ ▒▒▒▒▒ ▒▒▒ ▒▒▒▒ ▒▒ ▒▒▒▒▒▒ ▒▒▒ ▒▒▒▒ ▒▒▒▒ ▒▒▒ ▒▒▒▒▒ ▒▒ ▒▒▒▒ ▒▒▒▒ ▒▒▒ ▒▒▒▒ ▒▒▒▒▒ ▒▒ ▒▒▒▒ ▒▒▒▒ ▒▒▒ ▒▒▒▒▒ ▒▒▒ ▒▒ ▒▒▒▒ ▒▒▒▒▒ ▒▒▒ ▒▒▒▒ ▒▒ ▒▒▒▒▒▒ ▒▒▒ ▒▒▒▒ ▒▒▒▒ ▒▒▒ ▒▒▒▒▒ ▒▒ ▒▒▒▒ ▒▒▒▒ ▒▒▒▒ ▒▒▒ ▒▒▒▒▒ ▒▒ ▒▒▒▒ ▒▒▒▒▒ ▒▒▒ ▒▒▒▒ ▒▒▒▒▒ ▒▒▒ ▒▒▒▒ ▒▒▒ ▒▒▒▒▒ ▒▒ ▒▒▒▒ ▒▒▒ ▒▒▒▒▒ ▒▒▒▒ ▒▒▒ ▒▒▒▒▒ ▒▒ ▒▒▒▒ ▒▒▒▒▒ ▒▒▒ ▒▒▒▒ ▒▒ ▒▒▒▒▒▒ — [275, 966, 479, 1175]
classified-ad: ▒▒▒▒ ▒▒▒ ▒▒▒▒▒ ▒▒ ▒▒▒▒ ▒▒▒ ▒▒▒▒▒ ▒▒▒▒ ▒▒▒ ▒▒▒▒▒ ▒▒ ▒▒▒▒ ▒▒▒▒▒ ▒▒▒ ▒▒▒▒ ▒▒ ▒▒▒▒▒▒ ▒▒▒ ▒▒▒▒ ▒▒▒▒ ▒▒▒ ▒▒▒▒▒ ▒▒ ▒▒▒▒ ▒▒▒▒ ▒▒▒ ▒▒▒▒ ▒▒▒▒▒ ▒▒ ▒▒▒▒ ▒▒▒▒ vertauscht. ▒▒▒▒ ▒▒▒ ▒▒▒▒▒ ▒▒ ▒▒▒▒ ▒▒▒ ▒▒▒▒▒ ▒▒▒▒ ▒▒▒ ▒▒▒▒▒ ▒▒ ▒▒▒▒ ▒▒▒▒▒ ▒▒▒ ▒▒▒▒ ▒▒ ▒▒▒▒▒▒ ▒▒▒ ▒▒▒▒ ▒▒▒▒ ▒▒▒ ▒▒▒▒▒ ▒▒ ▒▒▒▒ ▒▒▒▒ — [1302, 434, 1487, 625]
classified-ad: ▒▒▒▒ ▒▒▒ ▒▒▒▒▒ ▒▒ ▒▒▒▒ ▒▒▒ ▒▒▒▒▒ ▒▒▒▒ ▒▒▒ ▒▒▒▒▒ ▒▒ ▒▒▒▒ ▒▒▒▒▒ ▒▒▒ ▒▒▒▒ Teilhaberin. ▒▒▒▒ ▒▒▒ ▒▒▒▒▒ ▒▒ ▒▒▒▒ ▒▒▒ ▒▒▒▒▒ ▒▒▒▒ ▒▒▒ ▒▒▒▒▒ ▒▒ ▒▒▒▒ ▒▒▒▒▒ ▒▒▒ ▒▒▒▒ ▒▒ ▒▒▒▒▒▒ ▒▒▒ ▒▒▒▒ ▒▒▒▒ ▒▒▒ ▒▒▒▒▒ ▒▒ ▒▒▒▒ ▒▒▒▒ ▒▒▒ ▒▒▒▒ ▒▒▒▒▒ ▒▒ ▒▒▒▒ ▒▒▒▒ ▒▒▒ ▒▒▒▒▒ ▒▒▒ ▒▒ ▒▒▒▒ ▒▒▒▒▒ ▒▒▒ ▒▒▒▒ ▒▒ ▒▒▒▒▒▒ — [1302, 214, 1487, 403]
classified-ad: Kaufe Möbel ▒▒▒▒ ▒▒▒ ▒▒▒▒▒ ▒▒ ▒▒▒▒ ▒▒▒ ▒▒▒▒▒ ▒▒▒▒ ▒▒▒ ▒▒▒▒▒ ▒▒ ▒▒▒▒ ▒▒▒▒▒ ▒▒▒ ▒▒▒▒ ▒▒ ▒▒▒▒▒▒ ▒▒▒ ▒▒▒▒ ▒▒▒▒ ▒▒▒ ▒▒▒▒▒ ▒▒ ▒▒▒▒ ▒▒▒▒ ▒▒▒ ▒▒▒▒ ▒▒▒▒▒ ▒▒ ▒▒▒▒ ▒▒▒▒ ▒▒▒ ▒▒▒▒▒ ▒▒▒ ▒▒ ▒▒▒▒ ▒▒▒▒▒ ▒▒▒ ▒▒▒▒ ▒▒ ▒▒▒▒▒▒ ▒▒▒ ▒▒▒▒ ▒▒▒▒ ▒▒▒ ▒▒▒▒▒ ▒▒ ▒▒▒▒ ▒▒▒▒ ▒▒▒▒ ▒▒▒ ▒▒▒▒▒ ▒▒ ▒▒▒▒ ▒▒▒▒▒ ▒▒▒ ▒▒▒▒ ▒▒▒▒▒ ▒▒▒ ▒▒▒▒ ▒▒▒ ▒▒▒▒▒ ▒▒ ▒▒▒▒ ▒▒▒ ▒▒▒▒▒ ▒▒▒▒ ▒▒▒ ▒▒▒▒▒ ▒▒ ▒▒▒▒ ▒▒▒▒▒ ▒▒▒ ▒▒▒▒ ▒▒ ▒▒▒▒▒▒ ▒▒▒ ▒▒▒▒ ▒▒▒▒ ▒▒▒ ▒▒▒▒▒ — [688, 796, 878, 1031]
evening-coats-description: Ein Posten, lebhafte Farben warme wundervolle Stoffe zum Aussuchen — [1235, 1779, 1400, 1823]
classified-ad: Schreibmaschinen Eckert ▒▒▒▒ ▒▒▒ ▒▒▒▒▒ ▒▒ ▒▒▒▒ ▒▒▒ ▒▒▒▒▒ ▒▒▒▒ ▒▒▒ ▒▒▒▒ — [73, 1350, 265, 1412]
wintersport-sub: Moderne kurze — [508, 1776, 589, 1790]
classified-ad: Gasheizofen ▒▒▒▒ ▒▒▒ ▒▒▒▒▒ ▒▒ ▒▒▒▒ ▒▒▒ ▒▒▒▒▒ ▒▒▒▒ ▒▒▒ ▒▒▒▒▒ ▒▒ ▒▒▒▒ ▒▒▒▒▒ ▒▒▒ ▒▒▒▒ ▒▒ — [275, 651, 479, 707]
section-header: Verloren — [1312, 409, 1478, 429]
classified-ad: ▒▒▒▒▒ ▒▒▒▒ ▒▒▒ ▒▒▒▒▒▒ ▒▒ — [73, 1577, 265, 1601]
classified-ad: Kaufe — [1146, 673, 1242, 707]
classified-column-7 — [1302, 120, 1487, 806]
evening-coats-price: 9.75 — [1399, 1840, 1461, 1875]
advert-text — [495, 1909, 1484, 1994]
coat-description: dreiviertellang, moderne Glockenform, in braun, grün, marineblau und in Karos vorrätig in allen Größen — [533, 1612, 744, 1656]
suit-description: moderner Glockenschnitt, in grünem und marineblauem Cheviot, Jacke auf grauer Halbseide gearbeitet — [1208, 1612, 1481, 1656]
lost-bird-ad — [1113, 807, 1498, 945]
classified-ad: Gebr. Kinderpult ▒▒▒▒ ▒▒▒ ▒▒▒▒▒ ▒▒ ▒▒▒▒ ▒▒▒ ▒▒▒▒▒ ▒▒▒▒ ▒▒▒ ▒▒▒▒▒ ▒▒ ▒▒▒▒ ▒▒▒▒▒ — [275, 413, 479, 469]
piano-ad-title: PIANOS — [101, 1455, 237, 1495]
classified-ad: 2 getr. Winterüberzieher ▒▒▒▒ ▒▒▒ ▒▒▒▒▒ ▒▒ ▒▒▒▒ ▒▒▒ ▒▒▒▒▒ ▒▒▒▒ ▒▒▒ ▒▒▒▒▒ ▒▒ ▒▒▒▒ ▒▒▒▒▒ ▒▒▒ ▒▒▒▒ ▒▒ ▒▒▒▒▒▒ ▒▒▒ ▒▒▒▒ — [73, 661, 265, 748]
piano-ad-pre: 2 ältere — [138, 1440, 200, 1457]
column-rule — [882, 120, 883, 938]
advert-number: 7512 — [483, 2154, 510, 2166]
classified-ad: Moderner Gaslüster ▒▒▒▒ ▒▒▒ ▒▒▒▒▒ ▒▒ ▒▒▒▒ ▒▒▒ ▒▒▒▒▒ — [275, 1748, 479, 1791]
classified-ad: Rufen Sie bitte Telephon 2219 Römer ▒▒▒▒ ▒▒▒ ▒▒▒▒▒ ▒▒ ▒▒▒▒ ▒▒▒ ▒▒▒▒▒ ▒▒▒▒ ▒▒▒ ▒▒▒▒▒ ▒▒ ▒▒▒▒ ▒▒▒▒▒ ▒▒▒ ▒▒▒▒ ▒▒ ▒▒▒▒▒▒ ▒▒▒ ▒▒▒▒ ▒▒▒▒ ▒▒▒ ▒▒▒▒▒ ▒▒ ▒▒▒▒ ▒▒▒▒ ▒▒▒ ▒▒▒▒ ▒▒▒▒▒ ▒▒ ▒▒▒▒ ▒▒▒▒ ▒▒▒ ▒▒▒▒▒ ▒▒▒ ▒▒ ▒▒▒▒ ▒▒▒▒▒ ▒▒▒ ▒▒▒▒ ▒▒ ▒▒▒▒▒▒ ▒▒▒ ▒▒▒▒ ▒▒▒▒ ▒▒▒ ▒▒▒▒▒ ▒▒ ▒▒▒▒ ▒▒▒▒ ▒▒▒▒ ▒▒▒ ▒▒▒▒▒ ▒▒ ▒▒▒▒ ▒▒▒▒▒ ▒▒▒ ▒▒▒▒ ▒▒▒▒▒ ▒▒▒ ▒▒▒▒ ▒▒▒ ▒▒▒▒▒ ▒▒ ▒▒▒▒ ▒▒▒ ▒▒▒▒▒ ▒▒▒▒ ▒▒▒ ▒▒▒▒▒ ▒▒ ▒▒▒▒ ▒▒▒▒▒ ▒▒▒ ▒▒▒▒ ▒▒ ▒▒▒▒▒▒ ▒▒▒ ▒▒▒▒ ▒▒▒▒ ▒▒▒ ▒▒▒▒▒ ▒▒ ▒▒▒▒ ▒▒▒▒ ▒▒▒ ▒▒▒▒ ▒▒▒▒▒ ▒▒ ▒▒▒▒ ▒▒▒▒ ▒▒▒ ▒▒▒▒▒ ▒▒▒ ▒▒ ▒▒▒▒ ▒▒▒▒▒ ▒▒▒ ▒▒▒▒ ▒▒ ▒▒▒▒▒▒ ▒▒▒ ▒▒▒▒ ▒▒▒▒ ▒▒▒ ▒▒▒▒▒ — [1095, 263, 1293, 568]
suit-price: 38.75 — [1412, 1656, 1492, 1692]
coat-price: 19.75 — [666, 1656, 746, 1692]
evening-coats-offer — [1193, 1739, 1481, 1896]
section-header: Pianos etc. — [83, 1417, 255, 1438]
evening-coats-name: Abendmäntel — [1266, 1748, 1408, 1775]
column-rule — [1297, 120, 1298, 806]
classified-ad: Scheiben-Pistole ▒▒▒▒ ▒▒▒ ▒▒▒▒▒ ▒▒ ▒▒▒▒ ▒▒▒ ▒▒▒▒▒ ▒▒▒▒ ▒▒▒ ▒▒▒▒▒ ▒▒ ▒▒▒▒ ▒▒▒▒▒ ▒▒▒ ▒▒▒▒ ▒▒ ▒▒▒▒▒▒ ▒▒▒ ▒▒▒▒ ▒▒▒▒ ▒▒▒ ▒▒▒▒▒ — [275, 879, 479, 961]
classified-column-6 — [1095, 120, 1293, 806]
company-name: Bensheim & Herrmann — [653, 2051, 1326, 2122]
section-header: Div. Verkäufe — [83, 1796, 255, 1817]
classified-ad: Kaufe alte Möbel ▒▒▒▒ ▒▒▒ ▒▒▒▒▒ ▒▒ ▒▒▒▒ ▒▒▒ ▒▒▒▒▒ ▒▒▒▒ ▒▒▒ ▒▒▒▒▒ ▒▒ ▒▒▒▒ ▒▒▒▒▒ ▒▒▒ ▒▒▒▒ ▒▒ ▒▒▒▒▒▒ ▒▒▒ ▒▒▒▒ ▒▒▒▒ ▒▒▒ ▒▒▒▒▒ ▒▒ ▒▒▒▒ ▒▒▒▒ ▒▒▒ ▒▒▒▒ ▒▒▒▒▒ ▒▒ ▒▒▒▒ ▒▒▒▒ ▒▒▒ ▒▒▒▒▒ ▒▒▒ ▒▒ ▒▒▒▒ ▒▒▒▒▒ ▒▒▒ ▒▒▒▒ ▒▒ ▒▒▒▒▒▒ ▒▒▒ ▒▒▒▒ ▒▒▒▒ ▒▒▒ ▒▒▒▒▒ ▒▒ ▒▒▒▒ ▒▒▒▒ ▒▒▒▒ ▒▒▒ ▒▒▒▒▒ ▒▒ ▒▒▒▒ ▒▒▒▒▒ ▒▒▒ ▒▒▒▒ ▒▒▒▒▒ ▒▒▒ — [887, 690, 1085, 867]
classified-ad: Guterh. Vogelkäfig ▒▒▒▒ ▒▒▒ ▒▒▒▒▒ ▒▒ ▒▒▒▒ ▒▒▒ ▒▒▒▒▒ ▒▒▒▒ ▒▒▒ ▒▒▒▒▒ ▒▒ ▒▒▒▒ ▒▒▒▒▒ ▒▒▒ ▒▒▒▒ ▒▒ ▒▒▒▒▒▒ ▒▒▒ ▒▒▒▒ ▒▒▒▒ ▒▒▒ ▒▒▒▒▒ ▒▒ ▒▒▒▒ ▒▒▒▒ ▒▒▒ ▒▒▒▒ ▒▒▒▒▒ ▒▒ ▒▒▒▒ ▒▒▒▒ — [1095, 574, 1293, 668]
classified-ad: Grüner Herren-Gummi-Mantel ▒▒▒▒ ▒▒▒▒ ▒▒ ▒▒▒▒▒ ▒▒▒ ▒▒▒▒▒ ▒▒▒▒ ▒▒ ▒▒▒▒ ▒▒▒ ▒▒▒▒▒ ▒▒▒▒ ▒▒▒ ▒▒▒▒▒ ▒▒ ▒▒▒▒ ▒▒▒▒ — [73, 754, 265, 841]
classified-ad: ▒▒▒▒ ▒▒▒ ▒▒▒▒▒ ▒▒ ▒▒▒▒ ▒▒▒ ▒▒▒▒▒ ▒▒▒▒ ▒▒▒ ▒▒▒▒▒ ▒▒ ▒▒▒▒ ▒▒▒▒▒ ▒▒▒ ▒▒▒▒ ▒▒ ▒▒▒▒▒▒ ▒▒▒ ▒▒▒▒ ▒▒▒▒ ▒▒▒ ▒▒▒▒▒ ▒▒ ▒▒▒▒ ▒▒▒▒ — [275, 120, 479, 183]
classified-column-2 — [275, 120, 479, 2274]
silk-blouse-name: Seidene Blusen — [887, 1533, 1057, 1559]
classified-ad: ▒▒▒▒ ▒▒▒ ▒▒▒▒▒ ▒▒ ▒▒▒▒ ▒▒▒ ▒▒▒▒▒ ▒▒▒▒ ▒▒▒ ▒▒▒▒▒ ▒▒ ▒▒▒▒ ▒▒▒▒▒ ▒▒▒ ▒▒▒▒ ▒▒ ▒▒▒▒▒▒ ▒▒▒ ▒▒▒▒ ▒▒▒▒ — [1302, 120, 1487, 183]
bulgarian-blouse-offer — [838, 1712, 1106, 1856]
